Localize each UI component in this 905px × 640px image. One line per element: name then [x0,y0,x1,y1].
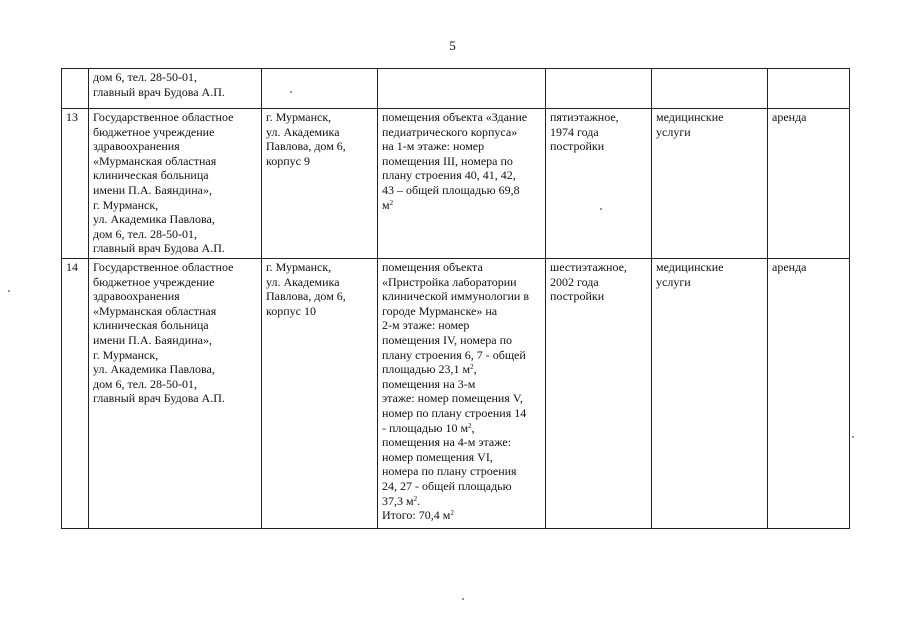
cell-line: клиническая больница [93,168,209,183]
cell-line: Павлова, дом 6, [266,139,346,154]
cell-line: Павлова, дом 6, [266,289,346,304]
cell-line: ул. Академика Павлова, [93,362,215,377]
premises-cell [378,69,546,109]
cell-line: медицинские [656,110,724,124]
cell-line: услуги [656,124,691,139]
cell-line: $м^2$ [382,197,394,212]
cell-line: постройки [550,139,605,154]
building-cell [546,259,652,529]
cell-line: 2-м этаже: номер [382,318,470,333]
basis-cell [768,69,850,109]
cell-line: плану строения 6, 7 - общей [382,347,526,362]
cell-line: услуги [656,274,691,289]
cell-line: помещения IV, номера по [382,332,513,347]
cell-line: Итого: 70,4 $м^2$ [382,508,454,523]
cell-line: ул. Академика [266,124,340,139]
cell-line: этаже: номер помещения V, [382,391,523,406]
row-number-cell [62,109,89,259]
cell-line: медицинские [656,260,724,274]
premises-cell [378,109,546,259]
cell-line: Государственное областное [93,260,234,274]
cell-line: здравоохранения [93,139,180,154]
cell-line: г. Мурманск, [266,110,332,124]
purpose-cell [652,69,768,109]
cell-line: г. Мурманск, [266,260,332,274]
cell-line: главный врач Будова А.П. [93,391,225,406]
cell-line: 13 [66,110,78,124]
scan-speck [600,208,602,210]
building-cell [546,109,652,259]
row-number-cell [62,259,89,529]
table-row [62,259,850,529]
cell-line: ул. Академика [266,274,340,289]
cell-line: аренда [772,110,807,124]
cell-line: дом 6, тел. 28-50-01, [93,70,198,84]
scan-speck [8,290,10,292]
cell-line: пятиэтажное, [550,110,619,124]
cell-line: 24, 27 - общей площадью [382,478,512,493]
cell-line: «Мурманская областная [93,153,217,168]
cell-line: главный врач Будова А.П. [93,84,225,99]
cell-line: номера по плану строения [382,464,517,479]
table-row [62,109,850,259]
building-cell [546,69,652,109]
cell-line: аренда [772,260,807,274]
table-row [62,69,850,109]
cell-line: 2002 года [550,274,599,289]
cell-line: плану строения 40, 41, 42, [382,168,516,183]
cell-line: клиническая больница [93,318,209,333]
cell-line: педиатрического корпуса» [382,124,518,139]
cell-line: Государственное областное [93,110,234,124]
purpose-cell [652,259,768,529]
cell-line: 37,3 $м^2$. [382,493,421,508]
cell-line: дом 6, тел. 28-50-01, [93,376,198,391]
cell-line: г. Мурманск, [93,197,159,212]
page-number: 5 [449,38,456,53]
cell-line: «Пристройка лаборатории [382,274,517,289]
cell-line: постройки [550,289,605,304]
cell-line: шестиэтажное, [550,260,627,274]
organization-cell [89,259,262,529]
address-cell [262,109,378,259]
cell-line: главный врач Будова А.П. [93,241,225,256]
basis-cell [768,109,850,259]
address-cell [262,69,378,109]
cell-line: ул. Академика Павлова, [93,212,215,227]
cell-line: помещения III, номера по [382,153,513,168]
scan-speck [290,91,292,93]
cell-line: корпус 9 [266,153,310,168]
cell-line: - площадью 10 $м^2$, [382,420,475,435]
cell-line: клинической иммунологии в [382,289,530,304]
cell-line: номер по плану строения 14 [382,405,527,420]
basis-cell [768,259,850,529]
cell-line: бюджетное учреждение [93,274,215,289]
row-number-cell [62,69,89,109]
cell-line: помещения объекта [382,260,483,274]
cell-line: г. Мурманск, [93,347,159,362]
cell-line: помещения объекта «Здание [382,110,528,124]
purpose-cell [652,109,768,259]
cell-line: городе Мурманске» на [382,303,498,318]
cell-line: имени П.А. Баяндина», [93,182,212,197]
organization-cell [89,69,262,109]
cell-line: 43 – общей площадью 69,8 [382,182,520,197]
scan-speck [852,436,854,438]
cell-line: дом 6, тел. 28-50-01, [93,226,198,241]
scan-speck [462,598,464,600]
cell-line: помещения на 3-м [382,376,476,391]
organization-cell [89,109,262,259]
cell-line: здравоохранения [93,289,180,304]
cell-line: номер помещения VI, [382,449,493,464]
cell-line: помещения на 4-м этаже: [382,435,512,450]
premises-table [61,68,850,529]
cell-line: на 1-м этаже: номер [382,139,485,154]
cell-line: «Мурманская областная [93,303,217,318]
cell-line: бюджетное учреждение [93,124,215,139]
cell-line: 1974 года [550,124,599,139]
cell-line: площадью 23,1 $м^2$, [382,362,477,377]
cell-line: 14 [66,260,78,274]
cell-line: корпус 10 [266,303,316,318]
cell-line: имени П.А. Баяндина», [93,332,212,347]
address-cell [262,259,378,529]
premises-cell [378,259,546,529]
